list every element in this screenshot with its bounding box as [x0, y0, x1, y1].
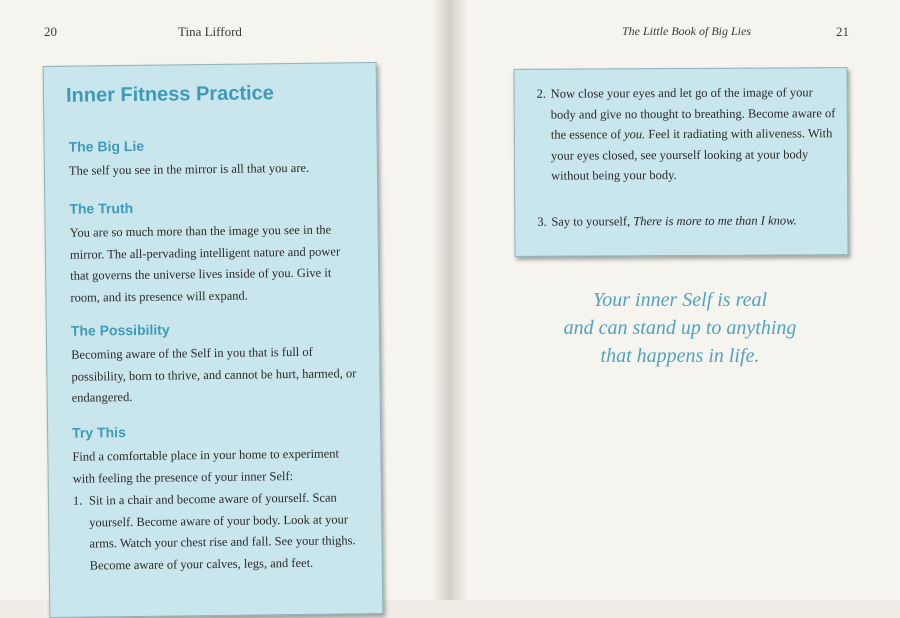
inner-fitness-practice-box	[43, 62, 384, 618]
list-text: Sit in a chair and become aware of yourself. Scan yourself. Become aware of your body. Look at your arms. Watch your chest rise and fall. See your thighs. Become aware of your calves, legs, and feet.	[88, 490, 356, 573]
section-text-possibility: Becoming aware of the Self in you that is full of possibility, born to thrive, and cannot be hurt, harmed, or endangered.	[71, 344, 357, 405]
section-heading-truth: The Truth	[69, 199, 134, 217]
list-number: 3.	[537, 214, 547, 229]
book-gutter	[432, 0, 468, 600]
quote-line: and can stand up to anything	[563, 317, 797, 339]
quote-line: Your inner Self is real	[592, 289, 768, 311]
list-item	[536, 82, 839, 183]
section-text-big-lie: The self you see in the mirror is all that you are.	[68, 160, 310, 178]
section-heading-try-this: Try This	[72, 424, 126, 441]
box-title: Inner Fitness Practice	[65, 82, 274, 107]
page-number-right: 21	[836, 24, 849, 39]
section-heading-big-lie: The Big Lie	[68, 137, 145, 155]
list-text: Say to yourself, There is more to me than I know.	[551, 213, 797, 229]
section-text-try-this: Find a comfortable place in your home to experiment with feeling the presence of your inner Self:	[72, 446, 340, 486]
emphasis-text: you.	[624, 127, 646, 142]
list-text: Now close your eyes and let go of the image of your body and give no thought to breathing. Become aware of the essence of you. Feel it radiating with aliveness. With your eyes closed, see yourself looking at your body without being your body.	[550, 85, 836, 183]
pull-quote	[540, 286, 820, 370]
list-number: 1.	[72, 493, 83, 508]
emphasis-text: There is more to me than I know.	[633, 213, 797, 229]
quote-line: that happens in life.	[600, 345, 760, 367]
list-number: 2.	[536, 86, 547, 101]
list-item	[537, 210, 839, 229]
continued-practice-box	[514, 67, 849, 257]
page-number-left: 20	[44, 24, 57, 39]
running-head-left: Tina Lifford	[178, 24, 242, 39]
section-heading-possibility: The Possibility	[70, 321, 170, 339]
section-text-truth: You are so much more than the image you see in the mirror. The all-pervading intelligent nature and power that governs the universe lives inside of you. Give it room, and its presence will expand.	[69, 222, 341, 305]
running-head-right: The Little Book of Big Lies	[622, 24, 751, 38]
